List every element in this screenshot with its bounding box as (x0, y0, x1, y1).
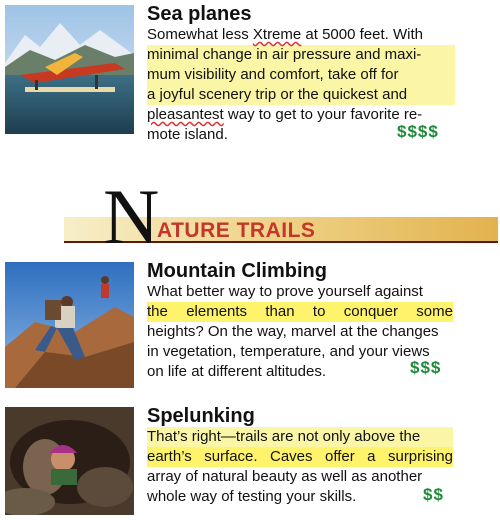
entry-mountain-climbing (147, 260, 453, 382)
price-rating: $$$ (410, 358, 442, 377)
entry-text-line: minimal change in air pressure and maxi- (147, 45, 455, 65)
entry-text-line: in vegetation, temperature, and your views (147, 343, 430, 360)
entry-spelunking (147, 405, 453, 507)
entry-text-line: That’s right—trails are not only above the (147, 427, 453, 447)
entry-text-line: What better way to prove yourself against (147, 283, 423, 300)
entry-text-line: array of natural beauty as well as another (147, 468, 423, 485)
seaplane-photo (5, 5, 134, 134)
entry-title: Sea planes (147, 3, 252, 25)
entry-text-line: pleasantest way to get to your favorite re- (147, 106, 423, 123)
entry-text-line: whole way of testing your skills. (147, 488, 357, 505)
mountain-climbing-photo (5, 262, 134, 388)
price-rating: $$$$ (397, 122, 439, 141)
entry-text-line: mote island. (147, 126, 228, 143)
entry-title: Mountain Climbing (147, 260, 327, 282)
entry-text-line: a joyful scenery trip or the quickest and (147, 85, 455, 105)
entry-text-line: earth’s surface. Caves offer a surprising (147, 448, 453, 465)
spelunking-photo (5, 407, 134, 515)
banner-initial-letter: N (103, 173, 160, 260)
entry-text-line: on life at different altitudes. (147, 363, 327, 380)
entry-text-line: Somewhat less Xtreme at 5000 feet. With (147, 26, 423, 43)
entry-text-line: the elements than to conquer some (147, 303, 453, 320)
entry-text-line: heights? On the way, marvel at the changes (147, 323, 439, 340)
section-heading: ATURE TRAILS (157, 219, 316, 242)
entry-title: Spelunking (147, 405, 255, 427)
entry-text-line: mum visibility and comfort, take off for (147, 65, 455, 85)
price-rating: $$ (423, 485, 444, 504)
